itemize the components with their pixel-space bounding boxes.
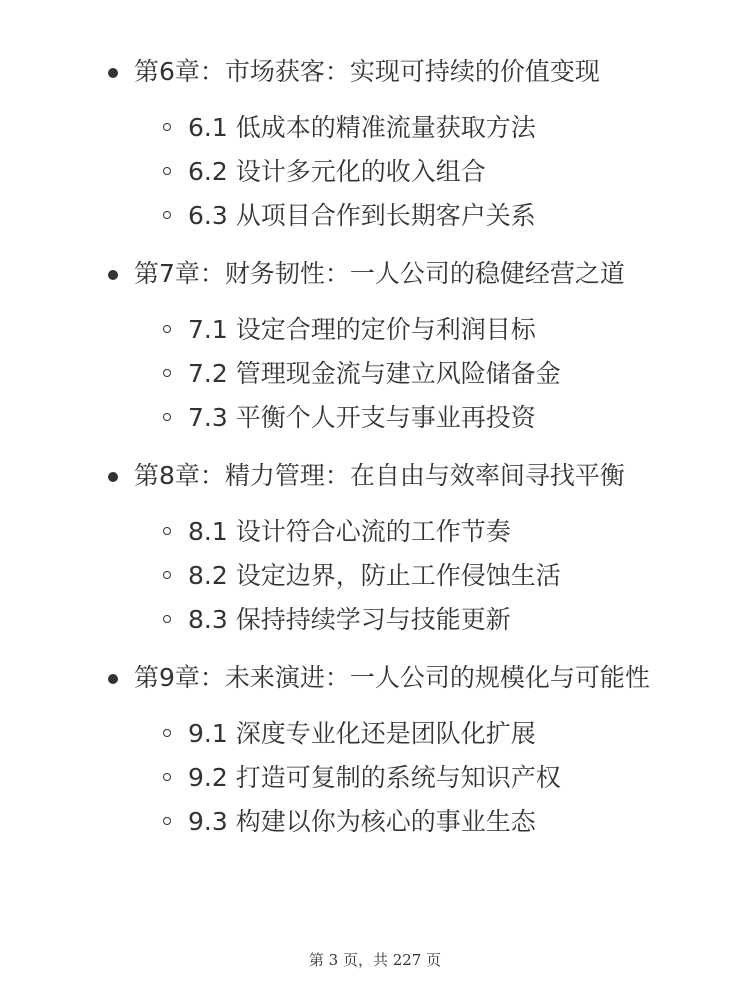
chapter-item: [0, 454, 750, 498]
bullet-dot-icon: [108, 674, 118, 684]
bullet-dot-icon: [108, 270, 118, 280]
bullet-circle-icon: [163, 413, 171, 421]
bullet-circle-icon: [163, 369, 171, 377]
bullet-dot-icon: [108, 472, 118, 482]
section-title: 6.1 低成本的精准流量获取方法: [188, 113, 536, 142]
chapter-item: [0, 252, 750, 296]
section-title: 9.1 深度专业化还是团队化扩展: [188, 719, 536, 748]
section-item: [0, 396, 750, 440]
bullet-circle-icon: [163, 527, 171, 535]
section-title: 6.3 从项目合作到长期客户关系: [188, 201, 536, 230]
section-title: 8.1 设计符合心流的工作节奏: [188, 517, 511, 546]
section-item: [0, 106, 750, 150]
bullet-circle-icon: [163, 773, 171, 781]
section-title: 9.2 打造可复制的系统与知识产权: [188, 763, 561, 792]
section-item: [0, 308, 750, 352]
chapter-title: 第8章：精力管理：在自由与效率间寻找平衡: [134, 461, 625, 490]
bullet-circle-icon: [163, 123, 171, 131]
bullet-dot-icon: [108, 68, 118, 78]
chapter-item: [0, 656, 750, 700]
bullet-circle-icon: [163, 571, 171, 579]
section-title: 7.2 管理现金流与建立风险储备金: [188, 359, 561, 388]
section-item: [0, 598, 750, 642]
section-item: [0, 712, 750, 756]
section-title: 7.3 平衡个人开支与事业再投资: [188, 403, 536, 432]
bullet-circle-icon: [163, 615, 171, 623]
section-item: [0, 150, 750, 194]
section-item: [0, 554, 750, 598]
section-title: 8.3 保持持续学习与技能更新: [188, 605, 511, 634]
section-list: [0, 712, 750, 844]
section-title: 7.1 设定合理的定价与利润目标: [188, 315, 536, 344]
bullet-circle-icon: [163, 325, 171, 333]
chapter-title: 第6章：市场获客：实现可持续的价值变现: [134, 57, 600, 86]
bullet-circle-icon: [163, 817, 171, 825]
section-list: [0, 510, 750, 642]
chapter-title: 第9章：未来演进：一人公司的规模化与可能性: [134, 663, 650, 692]
bullet-circle-icon: [163, 167, 171, 175]
section-title: 8.2 设定边界，防止工作侵蚀生活: [188, 561, 561, 590]
section-item: [0, 352, 750, 396]
section-title: 9.3 构建以你为核心的事业生态: [188, 807, 536, 836]
bullet-circle-icon: [163, 729, 171, 737]
section-item: [0, 756, 750, 800]
section-item: [0, 194, 750, 238]
section-list: [0, 106, 750, 238]
chapter-item: [0, 50, 750, 94]
section-list: [0, 308, 750, 440]
section-title: 6.2 设计多元化的收入组合: [188, 157, 486, 186]
table-of-contents: [0, 50, 750, 858]
bullet-circle-icon: [163, 211, 171, 219]
page-number: 第 3 页，共 227 页: [308, 951, 442, 969]
section-item: [0, 510, 750, 554]
chapter-title: 第7章：财务韧性：一人公司的稳健经营之道: [134, 259, 625, 288]
section-item: [0, 800, 750, 844]
